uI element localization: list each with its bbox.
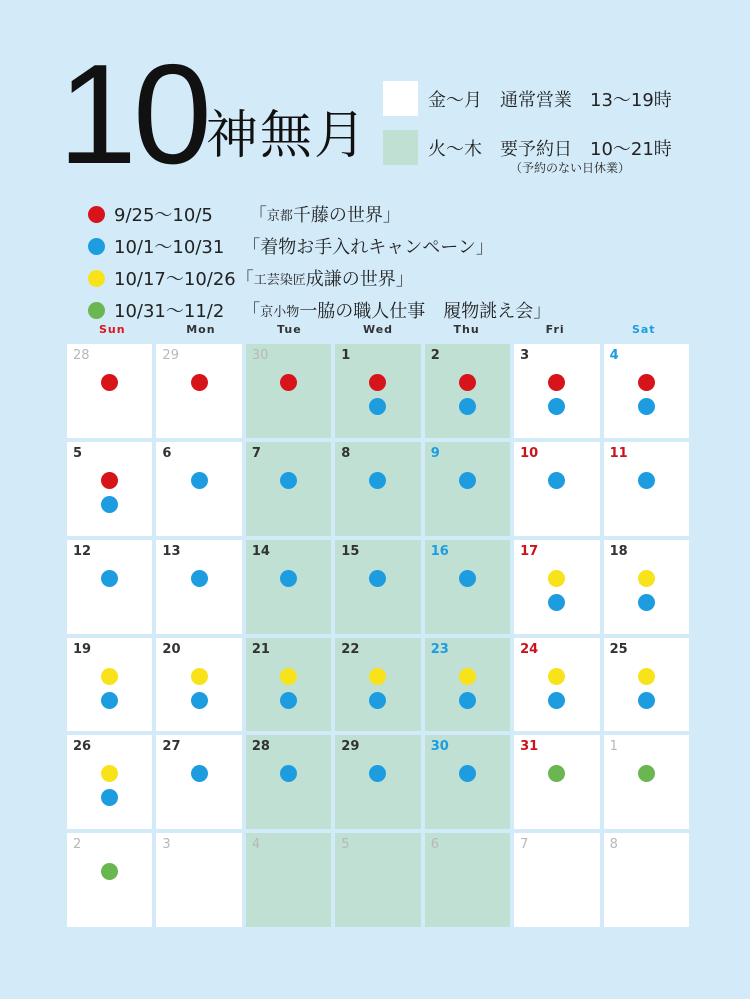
calendar-day[interactable] [67,833,152,927]
weekday-header [68,323,688,336]
event-dots [425,374,510,415]
yellow-dot-icon [88,270,105,287]
blue-dot-icon [638,472,655,489]
day-number: 7 [520,837,529,853]
event-item [88,262,551,294]
event-dots [246,374,331,391]
calendar-day[interactable] [604,442,689,536]
yellow-dot-icon [638,570,655,587]
red-dot-icon [191,374,208,391]
blue-dot-icon [638,692,655,709]
calendar-day[interactable] [514,540,599,634]
calendar-day[interactable] [246,540,331,634]
blue-dot-icon [638,398,655,415]
day-number: 5 [73,445,83,461]
day-number: 15 [341,543,360,559]
blue-dot-icon [459,765,476,782]
blue-dot-icon [459,398,476,415]
day-number: 28 [251,739,270,755]
yellow-dot-icon [101,765,118,782]
day-number: 8 [609,837,618,853]
blue-dot-icon [459,570,476,587]
event-dots [514,765,599,782]
blue-dot-icon [101,789,118,806]
event-item [88,294,551,326]
calendar-day[interactable] [425,540,510,634]
day-number: 3 [520,348,530,363]
day-number: 13 [162,543,181,559]
calendar-day[interactable] [335,638,420,732]
day-number: 17 [520,543,539,559]
calendar-day[interactable] [514,442,599,536]
day-number: 30 [430,739,449,755]
calendar-day[interactable] [156,442,241,536]
red-dot-icon [101,472,118,489]
calendar-day[interactable] [335,833,420,927]
weekday-fri: Fri [545,323,565,336]
event-gap [213,201,249,227]
day-number: 4 [609,348,619,363]
calendar-day[interactable] [604,833,689,927]
day-number: 16 [430,543,449,559]
calendar-day[interactable] [67,638,152,732]
calendar-day[interactable] [425,442,510,536]
day-number: 23 [430,641,449,657]
day-number: 25 [609,641,628,657]
event-title: 成謙の世界」 [305,269,414,290]
blue-dot-icon [548,398,565,415]
legend-text: 金〜月 通常営業 13〜19時 [428,89,672,111]
day-number: 2 [73,837,82,853]
event-dots [514,668,599,709]
calendar-day[interactable] [425,638,510,732]
day-number: 29 [162,348,179,363]
blue-dot-icon [280,692,297,709]
event-dots [514,472,599,489]
event-dots [67,472,152,513]
red-dot-icon [101,374,118,391]
legend-text: 火〜木 要予約日 10〜21時 [428,138,672,160]
event-dots [335,472,420,489]
day-number: 1 [609,739,618,755]
blue-dot-icon [101,496,118,513]
calendar-day[interactable] [246,833,331,927]
blue-dot-icon [280,570,297,587]
event-dots [156,374,241,391]
event-open: 「 [235,269,254,290]
event-dots [425,765,510,782]
event-title: 一脇の職人仕事 履物誂え会」 [299,301,552,322]
event-gap [224,233,242,259]
event-dots [425,570,510,587]
event-dots [604,472,689,489]
weekday-sat: Sat [631,323,656,336]
calendar-day[interactable] [67,442,152,536]
calendar-day[interactable] [514,344,599,438]
day-number: 22 [341,641,360,657]
event-dots [335,765,420,782]
red-dot-icon [459,374,476,391]
yellow-dot-icon [369,668,386,685]
event-dots [156,668,241,709]
calendar-day[interactable] [156,833,241,927]
calendar-day[interactable] [425,833,510,927]
blue-dot-icon [191,765,208,782]
event-dots [335,570,420,587]
event-small: 京小物 [260,304,300,320]
event-dots [67,374,152,391]
event-dots [246,472,331,489]
event-dots [514,374,599,415]
calendar-day[interactable] [604,540,689,634]
yellow-dot-icon [191,668,208,685]
blue-dot-icon [280,765,297,782]
event-dots [604,765,689,782]
calendar-day[interactable] [514,735,599,829]
calendar-day[interactable] [156,735,241,829]
event-dots [67,863,152,880]
event-open: 「 [248,205,267,226]
green-dot-icon [638,765,655,782]
day-number: 3 [162,837,171,853]
calendar-day[interactable] [67,344,152,438]
weekday-thu: Thu [453,323,480,336]
day-number: 9 [430,445,440,461]
day-number: 1 [341,348,351,363]
day-number: 8 [341,445,351,461]
day-number: 18 [609,543,628,559]
day-number: 6 [430,837,439,853]
legend-regular-hours [383,81,672,116]
blue-dot-icon [369,765,386,782]
event-dates: 9/25〜10/5 [114,205,213,226]
event-title: 着物お手入れキャンペーン」 [260,237,494,258]
event-dots [156,570,241,587]
day-number: 4 [251,837,261,853]
blue-dot-icon [548,594,565,611]
red-dot-icon [280,374,297,391]
day-number: 30 [251,348,269,363]
event-dots [67,570,152,587]
blue-dot-icon [548,692,565,709]
blue-dot-icon [369,472,386,489]
yellow-dot-icon [101,668,118,685]
red-dot-icon [369,374,386,391]
event-dots [604,668,689,709]
red-dot-icon [88,206,105,223]
calendar-day[interactable] [156,344,241,438]
calendar-day[interactable] [335,540,420,634]
event-dots [156,765,241,782]
event-dots [246,570,331,587]
event-dots [67,765,152,806]
calendar-day[interactable] [514,638,599,732]
event-small: 京都 [266,208,293,224]
blue-dot-icon [88,238,105,255]
event-dots [425,668,510,709]
calendar-day[interactable] [67,540,152,634]
day-number: 31 [520,739,539,755]
calendar-day[interactable] [246,638,331,732]
day-number: 7 [251,445,261,461]
blue-dot-icon [638,594,655,611]
calendar-day[interactable] [335,344,420,438]
yellow-dot-icon [548,668,565,685]
calendar-day[interactable] [335,735,420,829]
calendar-day[interactable] [246,735,331,829]
event-dots [335,374,420,415]
yellow-dot-icon [459,668,476,685]
month-number: 10 [58,35,208,194]
calendar-day[interactable] [246,442,331,536]
green-dot-icon [548,765,565,782]
weekday-tue: Tue [277,323,302,336]
day-number: 29 [341,739,360,755]
blue-dot-icon [369,398,386,415]
event-dots [514,570,599,611]
yellow-dot-icon [638,668,655,685]
blue-dot-icon [101,570,118,587]
calendar-day[interactable] [335,442,420,536]
calendar-day[interactable] [67,735,152,829]
event-dots [246,668,331,709]
calendar-grid [67,344,689,927]
blue-dot-icon [369,692,386,709]
day-number: 6 [162,445,172,461]
blue-dot-icon [191,692,208,709]
calendar-day[interactable] [246,344,331,438]
blue-dot-icon [101,692,118,709]
event-dots [604,374,689,415]
event-dots [335,668,420,709]
calendar-day[interactable] [604,344,689,438]
day-number: 19 [73,641,92,657]
event-open: 「 [242,301,261,322]
weekday-sun: Sun [98,323,126,336]
white-swatch [383,81,418,116]
blue-dot-icon [191,472,208,489]
blue-dot-icon [459,692,476,709]
day-number: 20 [162,641,181,657]
day-number: 28 [73,348,90,363]
event-gap [224,297,242,323]
day-number: 14 [251,543,270,559]
blue-dot-icon [369,570,386,587]
calendar-day[interactable] [425,344,510,438]
day-number: 5 [341,837,350,853]
calendar-day[interactable] [604,638,689,732]
blue-dot-icon [459,472,476,489]
event-dates: 10/1〜10/31 [114,237,225,258]
day-number: 24 [520,641,539,657]
event-dates: 10/17〜10/26 [114,269,236,290]
calendar-day[interactable] [425,735,510,829]
event-item [88,198,551,230]
red-dot-icon [548,374,565,391]
day-number: 26 [73,739,92,755]
event-title: 千藤の世界」 [292,205,401,226]
red-dot-icon [638,374,655,391]
weekday-wed: Wed [362,323,394,336]
event-list [88,198,551,326]
event-dots [156,472,241,489]
legend-note: （予約のない日休業） [510,161,631,175]
event-dots [604,570,689,611]
day-number: 11 [609,445,628,461]
day-number: 10 [520,445,539,461]
month-name: 神無月 [206,106,369,166]
blue-dot-icon [191,570,208,587]
blue-dot-icon [548,472,565,489]
event-open: 「 [242,237,261,258]
day-number: 27 [162,739,181,755]
calendar-day[interactable] [156,638,241,732]
day-number: 12 [73,543,92,559]
green-swatch [383,130,418,165]
event-dots [425,472,510,489]
blue-dot-icon [280,472,297,489]
day-number: 21 [251,641,270,657]
yellow-dot-icon [280,668,297,685]
event-dates: 10/31〜11/2 [114,301,225,322]
event-item [88,230,551,262]
green-dot-icon [101,863,118,880]
calendar-day[interactable] [156,540,241,634]
green-dot-icon [88,302,105,319]
day-number: 2 [430,348,440,363]
weekday-mon: Mon [186,323,216,336]
yellow-dot-icon [548,570,565,587]
event-dots [246,765,331,782]
calendar-day[interactable] [514,833,599,927]
event-dots [67,668,152,709]
calendar-day[interactable] [604,735,689,829]
event-small: 工芸染匠 [253,272,306,288]
